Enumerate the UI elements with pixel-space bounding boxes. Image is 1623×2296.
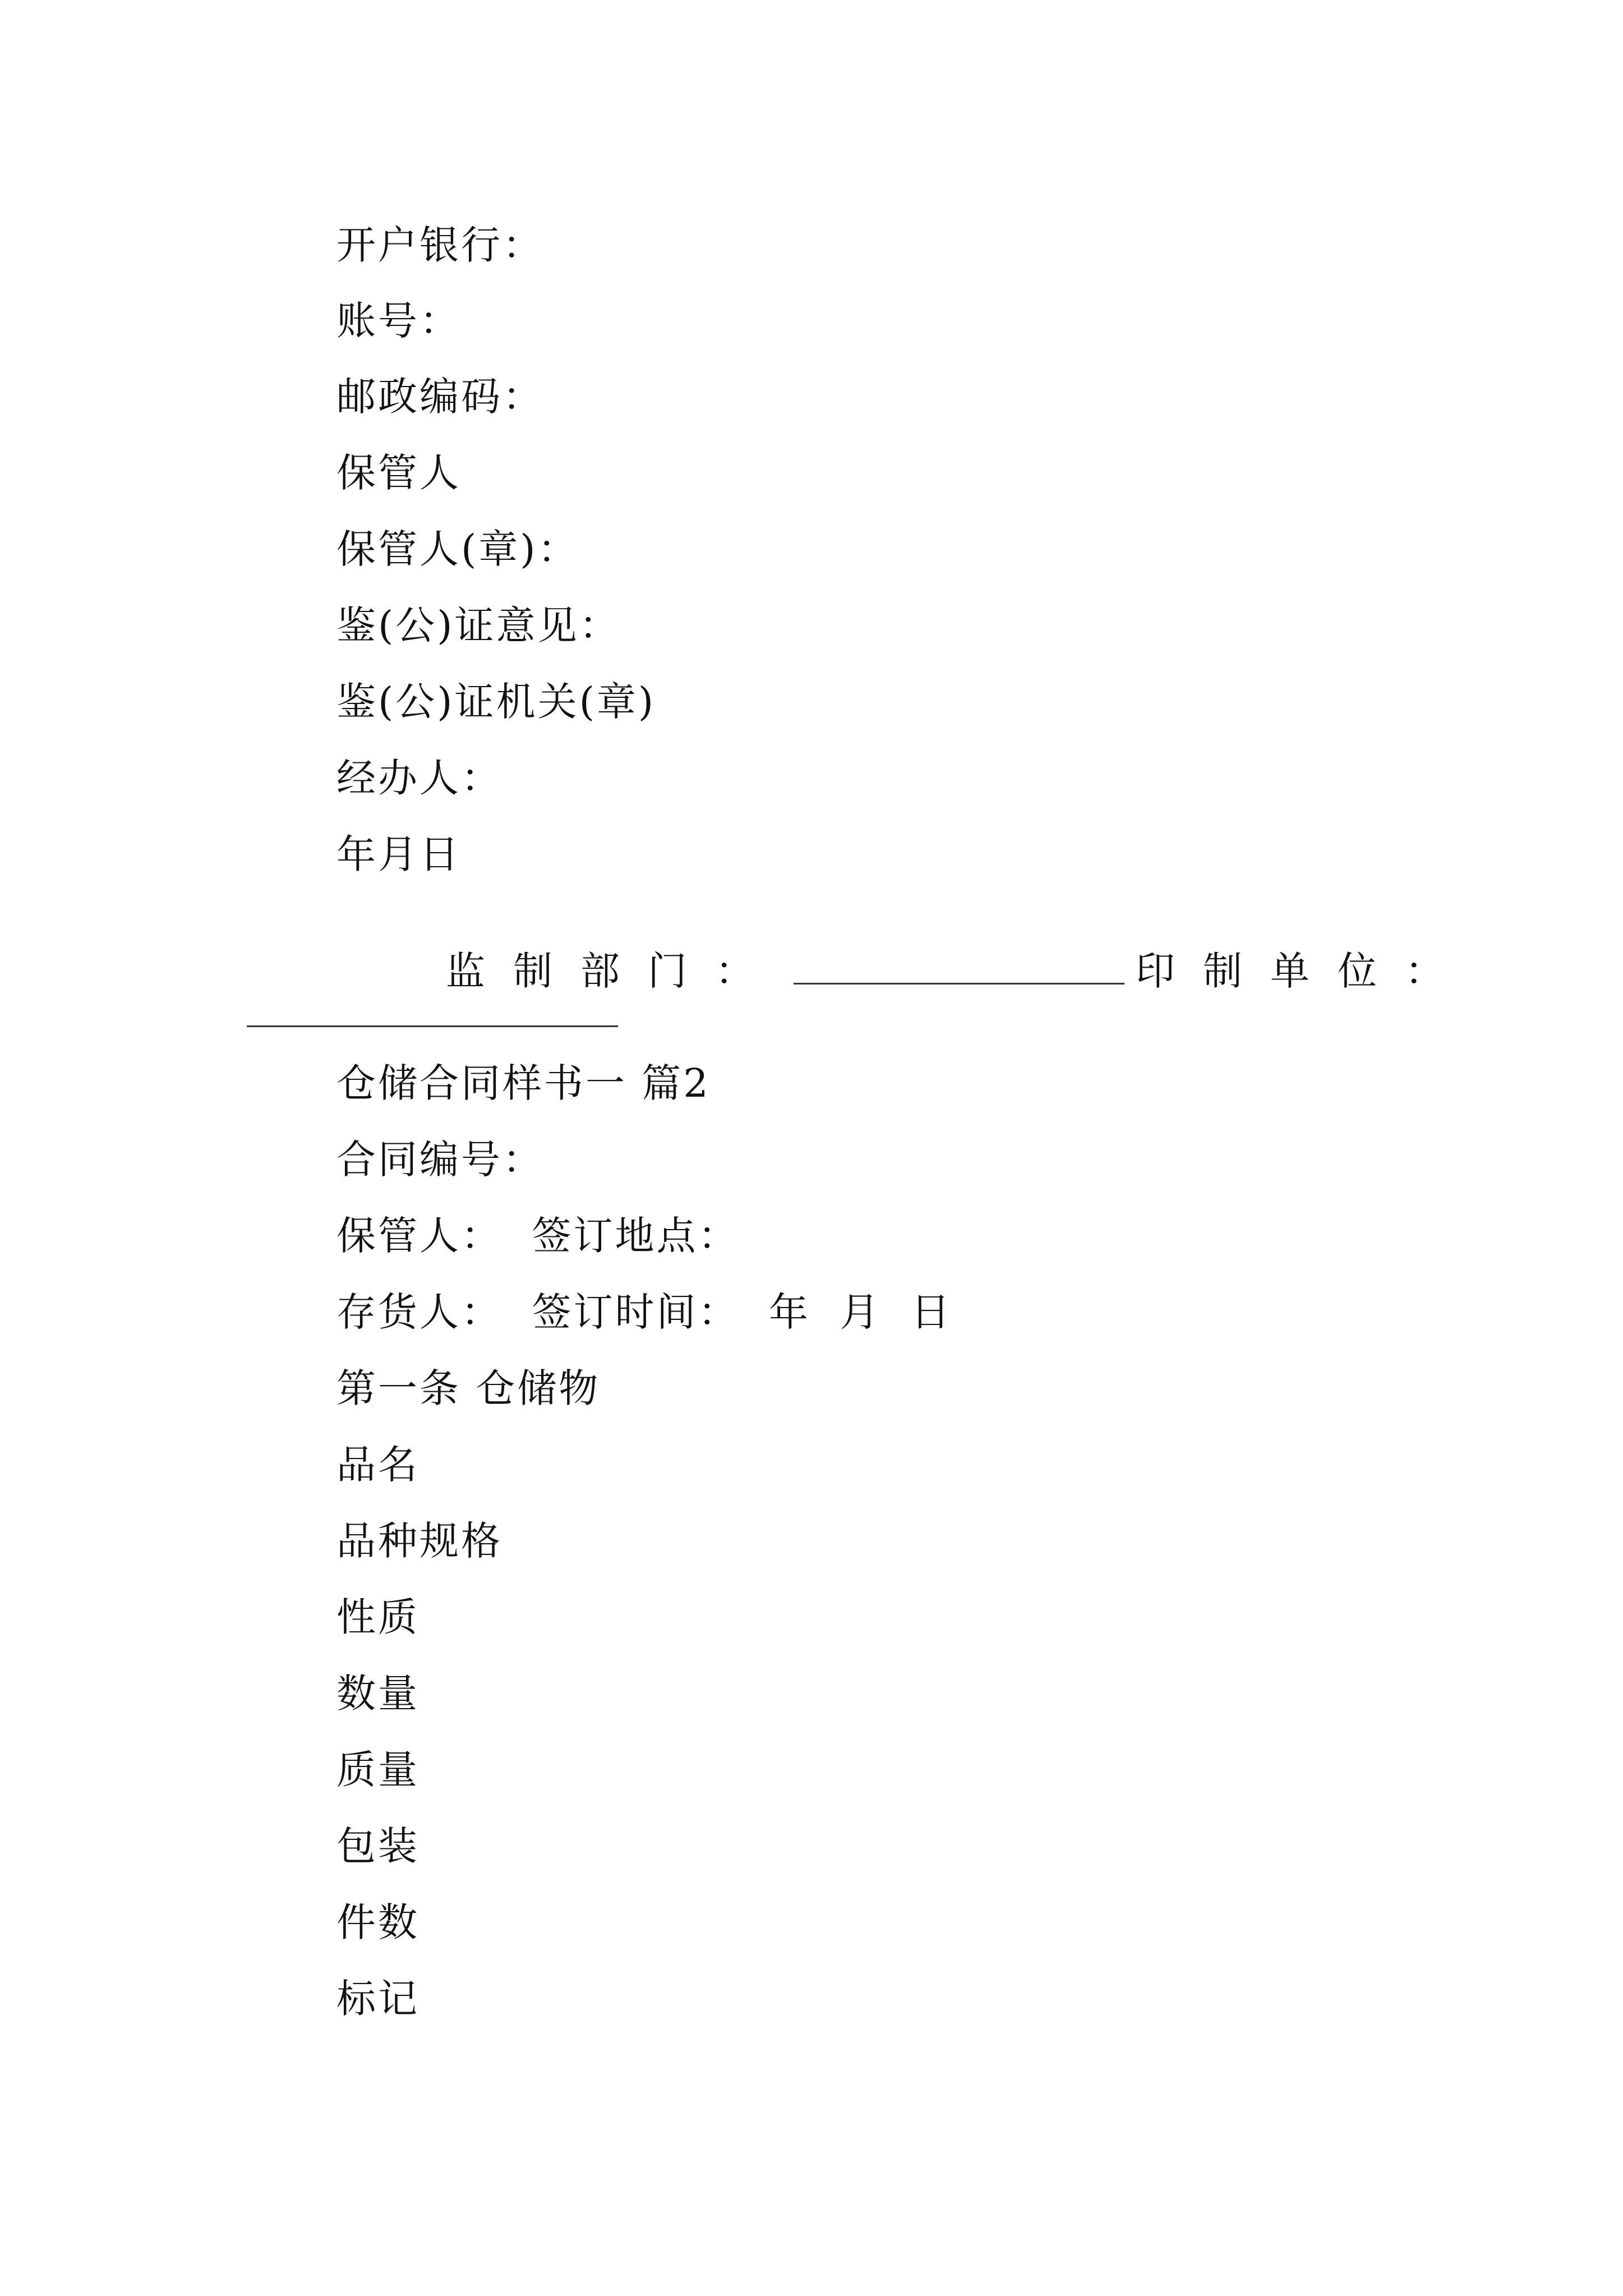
- custodian-heading: 保管人: [336, 450, 461, 496]
- notary-opinion-label: 鉴(公)证意见：: [336, 602, 621, 648]
- section-title: 仓储合同样书一 篇2: [336, 1060, 711, 1106]
- supervise-dept-blank: [794, 950, 1124, 984]
- custodian-sign-place-row: 保管人： 签订地点：: [336, 1213, 740, 1259]
- supervise-print-row: [387, 911, 1472, 1030]
- print-unit-blank: [247, 1025, 618, 1027]
- item-quantity-label: 数量: [336, 1671, 419, 1717]
- postcode-label: 邮政编码：: [336, 374, 544, 420]
- item-pieces-label: 件数: [336, 1899, 419, 1945]
- item-spec-label: 品种规格: [336, 1518, 502, 1564]
- item-quality-label: 质量: [336, 1747, 419, 1793]
- item-package-label: 包装: [336, 1823, 419, 1869]
- depositor-sign-time-row: 存货人： 签订时间： 年 月 日: [336, 1289, 953, 1335]
- contract-no-label: 合同编号：: [336, 1137, 544, 1182]
- item-nature-label: 性质: [336, 1594, 419, 1640]
- supervise-dept-label: 监制部门：: [446, 948, 783, 994]
- custodian-seal-label: 保管人(章)：: [336, 526, 579, 572]
- handler-label: 经办人：: [336, 755, 502, 801]
- account-label: 账号：: [336, 298, 461, 344]
- notary-org-seal-label: 鉴(公)证机关(章): [336, 679, 656, 725]
- item-mark-label: 标记: [336, 1976, 419, 2022]
- item-name-label: 品名: [336, 1442, 419, 1488]
- date-label: 年月日: [336, 831, 461, 877]
- article-1-heading: 第一条 仓储物: [336, 1365, 601, 1411]
- bank-label: 开户银行：: [336, 222, 544, 268]
- print-unit-label: 印制单位：: [1136, 948, 1473, 994]
